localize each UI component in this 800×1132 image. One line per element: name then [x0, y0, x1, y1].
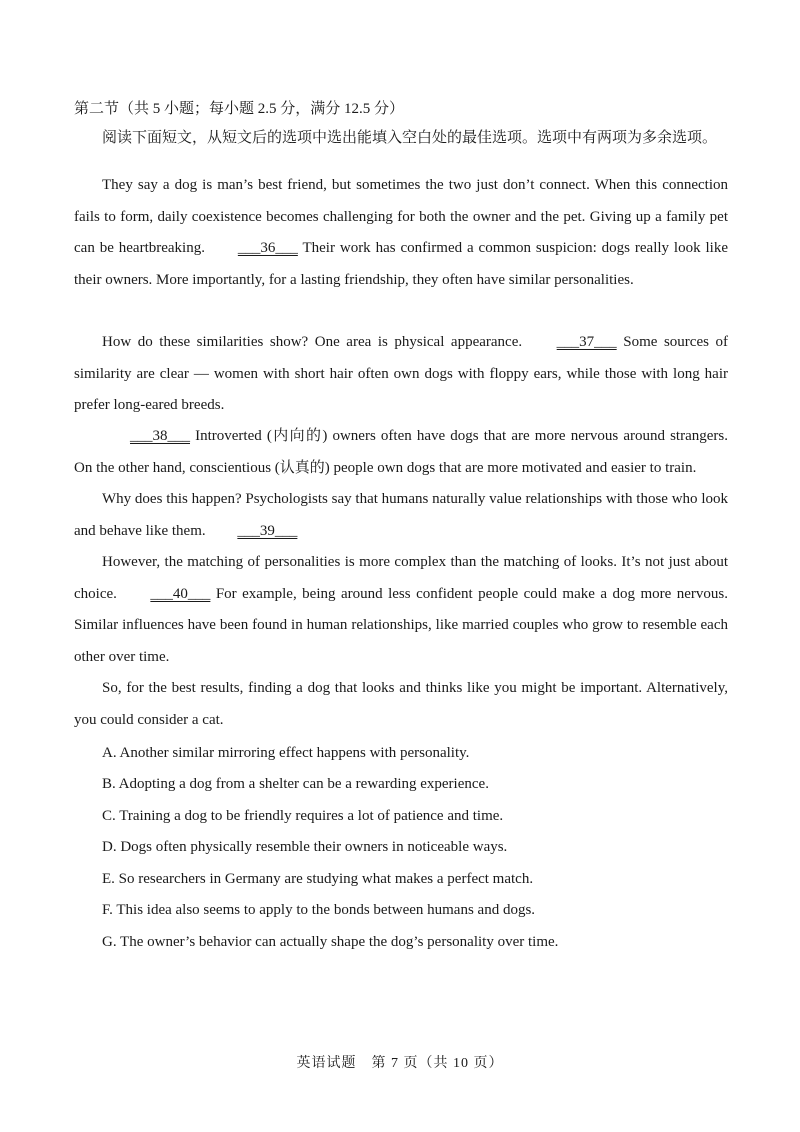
blank-36: ___36___ — [237, 240, 298, 256]
passage-paragraph-5 — [74, 547, 728, 673]
blank-40: ___40___ — [150, 585, 211, 602]
section-title: 第二节（共 5 小题；每小题 2.5 分，满分 12.5 分） — [74, 101, 405, 117]
blank-37: ___37___ — [556, 334, 617, 350]
option-a: A. Another similar mirroring effect happens with personality. — [102, 745, 470, 761]
p5-text-after: For example, being around less confident people could make a dog more nervous. Similar influences have been found in human relationships, like married couples who grow to resemble each other over time. — [74, 585, 729, 665]
passage-paragraph-1 — [74, 170, 728, 296]
blank-38: ___38___ — [130, 428, 190, 444]
option-f: F. This idea also seems to apply to the bonds between humans and dogs. — [102, 902, 536, 918]
passage-paragraph-2 — [74, 327, 728, 422]
passage-paragraph-3 — [74, 421, 728, 484]
p2-text-before: How do these similarities show? One area is physical appearance. — [102, 334, 529, 350]
passage-paragraph-6: So, for the best results, finding a dog that looks and thinks like you might be important. Alternatively, you could consider a cat. — [74, 680, 728, 728]
page-footer: 英语试题 第 7 页（共 10 页） — [296, 1056, 504, 1071]
option-e: E. So researchers in Germany are studying what makes a perfect match. — [102, 871, 534, 887]
blank-39: ___39___ — [237, 522, 298, 539]
option-b: B. Adopting a dog from a shelter can be a rewarding experience. — [102, 776, 489, 792]
p4-text-before: Why does this happen? Psychologists say that humans naturally value relationships with those who look and behave like them. — [74, 491, 728, 539]
p5-text-before: However, the matching of personalities is more complex than the matching of looks. It’s not just about choice. — [74, 554, 728, 602]
p3-text-after: Introverted (内向的) owners often have dogs that are more nervous around strangers. On the other hand, conscientious (认真的) people own dogs that are more motivated and easier to train. — [74, 428, 728, 476]
passage-paragraph-4 — [74, 484, 728, 547]
option-c: C. Training a dog to be friendly requires a lot of patience and time. — [102, 808, 504, 824]
option-g: G. The owner’s behavior can actually shape the dog’s personality over time. — [102, 934, 559, 950]
p1-text-before: They say a dog is man’s best friend, but sometimes the two just don’t connect. When this connection fails to form, daily coexistence becomes challenging for both the owner and the pet. Giving up a family pet can be heartbreaking. — [74, 177, 728, 256]
p1-text-after: Their work has confirmed a common suspicion: dogs really look like their owners. More importantly, for a lasting friendship, they often have similar personalities. — [74, 240, 728, 288]
p2-text-after: Some sources of similarity are clear — women with short hair often own dogs with floppy ears, while those with long hair prefer long-eared breeds. — [74, 334, 728, 413]
option-d: D. Dogs often physically resemble their owners in noticeable ways. — [102, 839, 508, 855]
section-instruction: 阅读下面短文，从短文后的选项中选出能填入空白处的最佳选项。选项中有两项为多余选项。 — [102, 130, 718, 146]
